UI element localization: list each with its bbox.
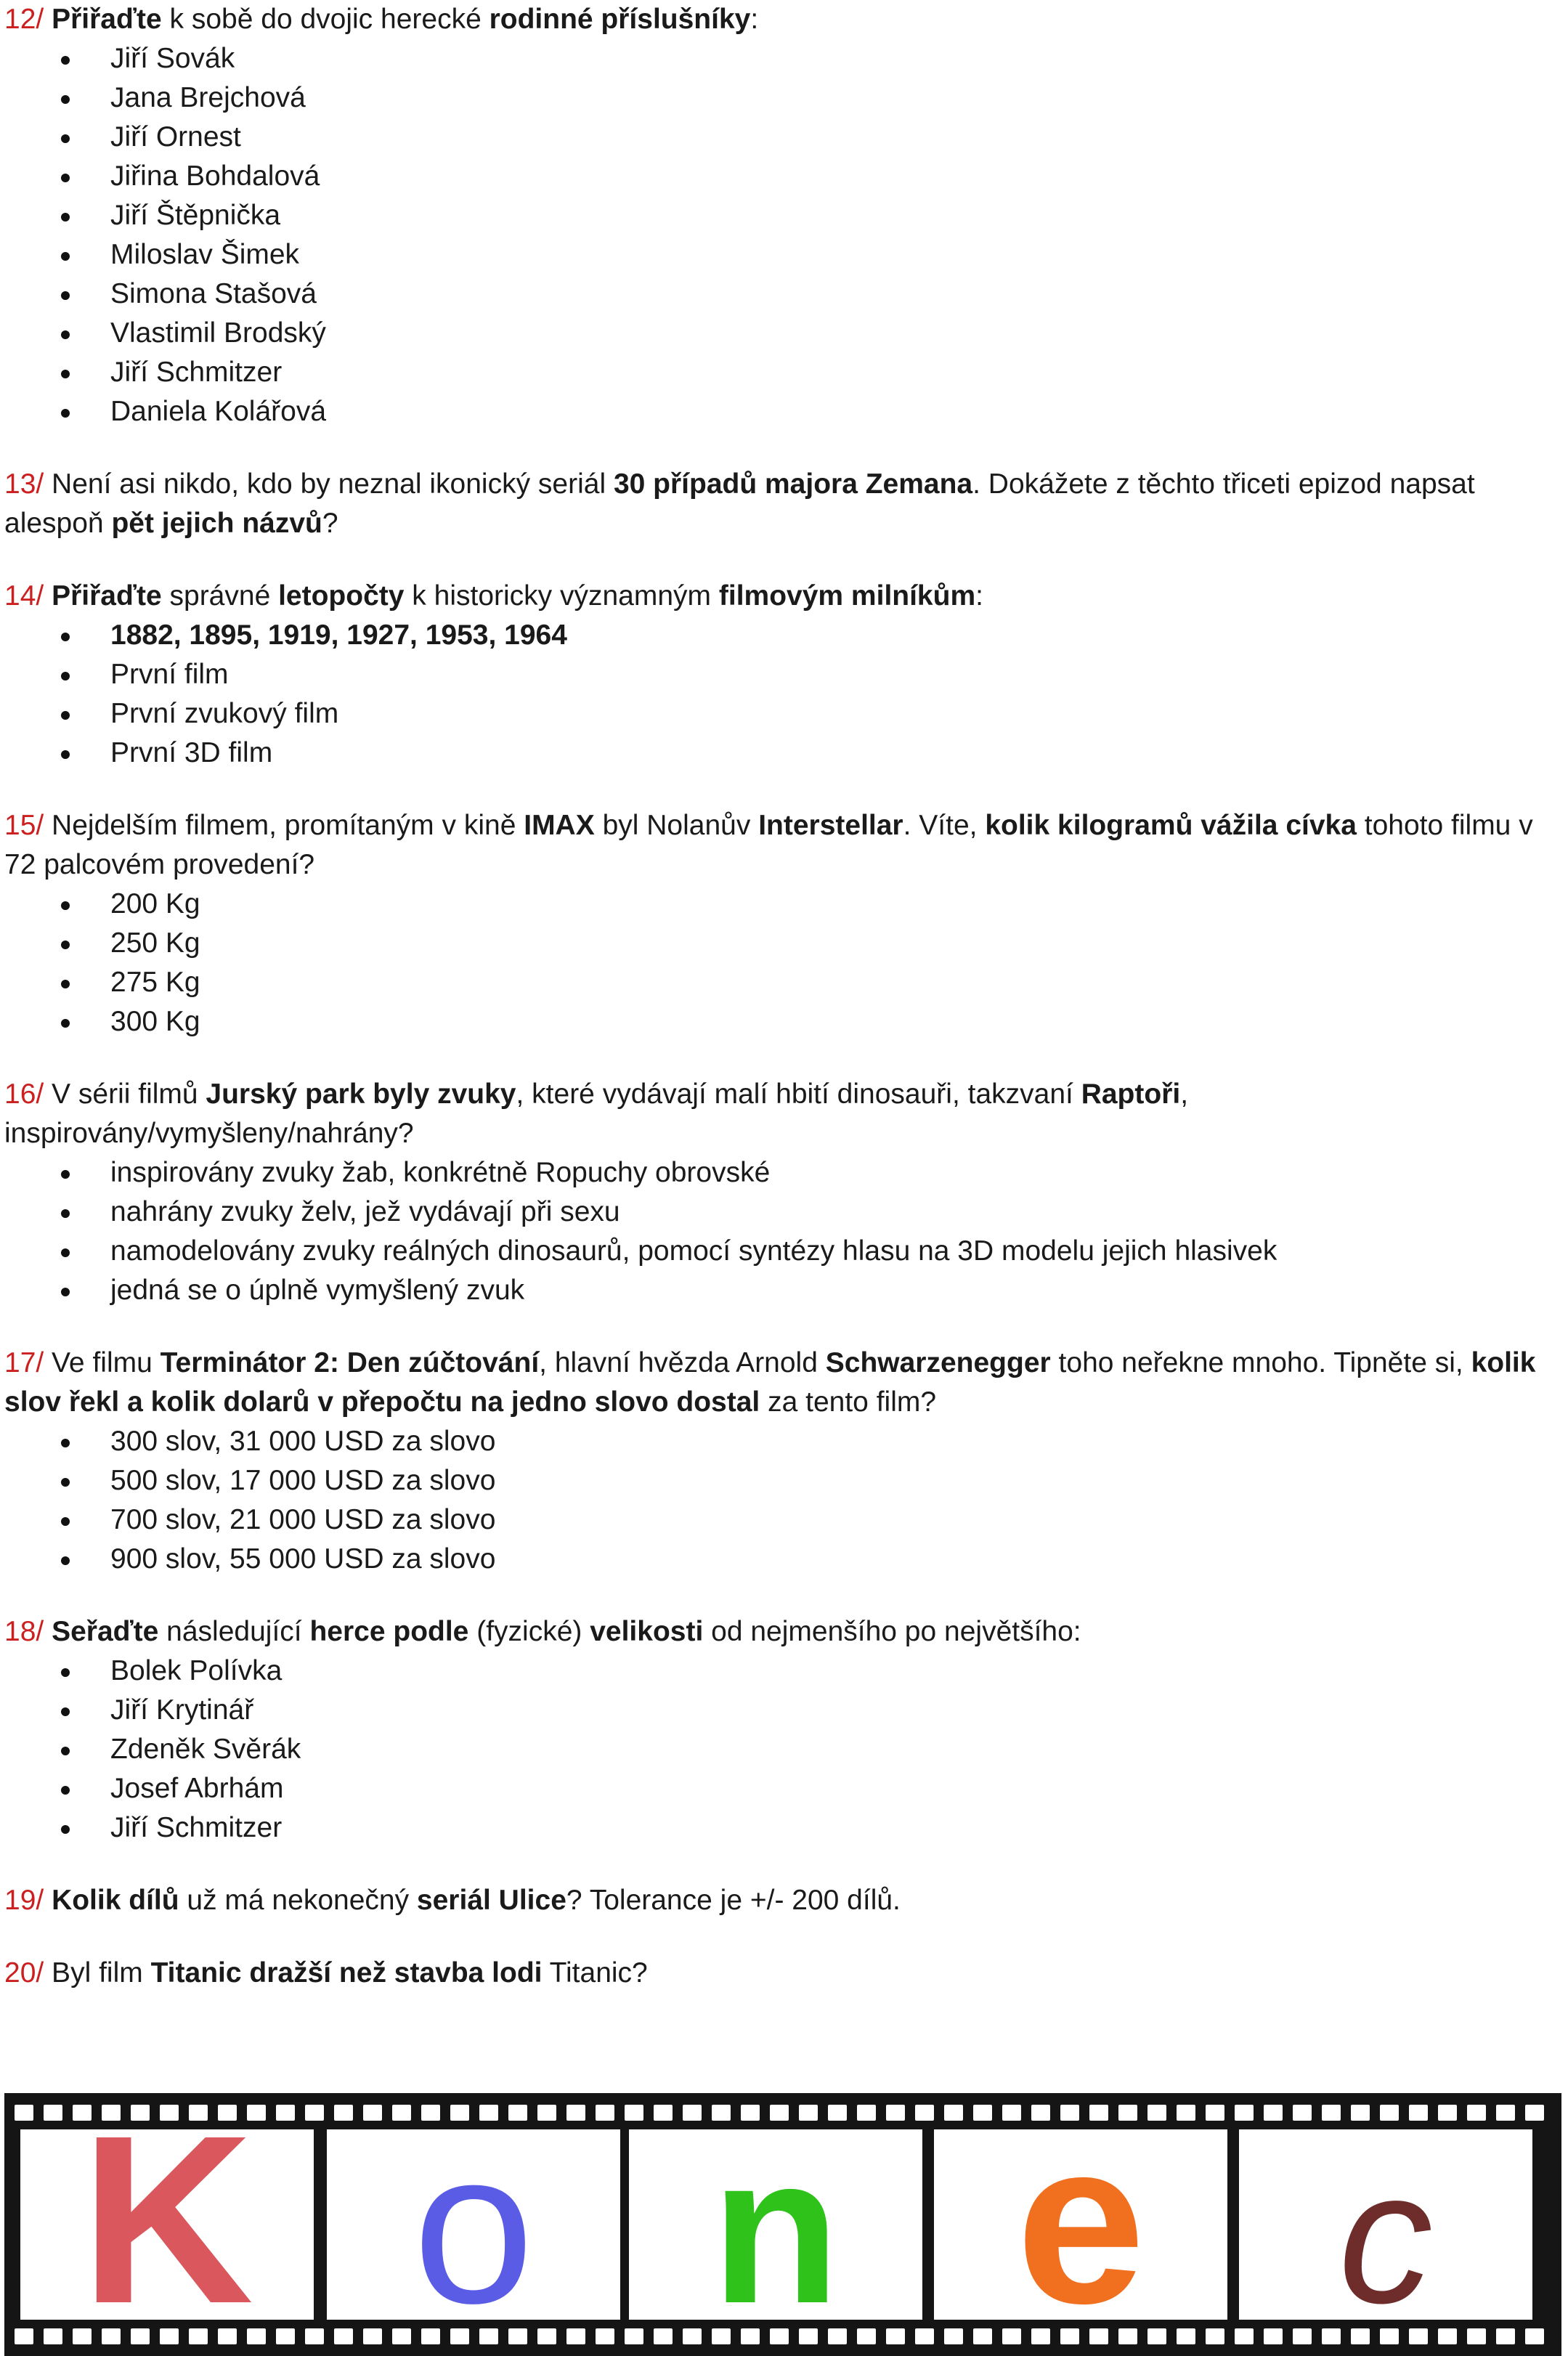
banner-letter-c: c: [1339, 2132, 1433, 2343]
question-text-segment: . Dokážete z těchto třiceti epizod napsat alespoň: [4, 468, 1475, 539]
document-body: [4, 0, 1559, 1993]
question-text-segment: za tento film?: [760, 1386, 937, 1418]
sprocket-hole: [1438, 2328, 1457, 2344]
list-item: [4, 1002, 1559, 1041]
list-item-text: Jiřina Bohdalová: [110, 161, 320, 192]
question-17: [4, 1344, 1559, 1579]
list-item-text: Jiří Ornest: [110, 121, 241, 153]
question-text-segment: , hlavní hvězda Arnold: [539, 1347, 826, 1378]
question-number: 14/: [4, 580, 44, 612]
question-number: 12/: [4, 4, 44, 35]
question-number: 15/: [4, 810, 44, 841]
bullet-icon: [61, 95, 70, 104]
list-item-text: 300 Kg: [110, 1006, 200, 1037]
emphasis-text: Raptoři: [1081, 1079, 1181, 1110]
bullet-icon: [61, 750, 70, 759]
emphasis-text: IMAX: [524, 810, 595, 841]
list-item: [4, 1153, 1559, 1193]
spacer: [4, 543, 1559, 577]
sprocket-hole: [566, 2328, 585, 2344]
emphasis-text: Přiřaďte: [52, 4, 162, 35]
question-text-segment: už má nekonečný: [179, 1885, 417, 1916]
sprocket-hole: [625, 2105, 643, 2121]
question-text-segment: . Víte,: [903, 810, 986, 841]
sprocket-hole: [944, 2328, 963, 2344]
question-text-segment: od nejmenšího po největšího:: [703, 1616, 1081, 1647]
question-text-segment: [44, 580, 52, 612]
sprocket-hole: [625, 2328, 643, 2344]
list-item-text: Jiří Sovák: [110, 43, 235, 74]
question-text-segment: (fyzické): [468, 1616, 590, 1647]
sprocket-hole: [1206, 2328, 1224, 2344]
list-item-text: 1882, 1895, 1919, 1927, 1953, 1964: [110, 620, 567, 651]
sprocket-hole: [1409, 2105, 1428, 2121]
list-item: [4, 1652, 1559, 1691]
answer-list: [4, 1153, 1559, 1310]
list-item-text: 200 Kg: [110, 888, 200, 919]
emphasis-text: herce podle: [309, 1616, 469, 1647]
emphasis-text: rodinné příslušníky: [489, 4, 751, 35]
question-text-segment: :: [975, 580, 983, 612]
question-text-segment: toho neřekne mnoho. Tipněte si,: [1050, 1347, 1471, 1378]
emphasis-text: Jurský park byly zvuky: [206, 1079, 516, 1110]
list-item-text: Jiří Schmitzer: [110, 357, 283, 388]
question-text-segment: Byl film: [44, 1957, 151, 1989]
sprocket-hole: [44, 2105, 62, 2121]
sprocket-hole: [1264, 2105, 1283, 2121]
emphasis-text: Seřaďte: [52, 1616, 159, 1647]
list-item: [4, 353, 1559, 392]
bullet-icon: [61, 1019, 70, 1028]
spacer: [4, 1848, 1559, 1881]
bullet-icon: [61, 409, 70, 418]
list-item-text: 500 slov, 17 000 USD za slovo: [110, 1465, 496, 1496]
question-text-segment: byl Nolanův: [594, 810, 759, 841]
list-item: [4, 963, 1559, 1002]
question-text: [4, 1881, 1559, 1920]
sprocket-hole: [886, 2328, 905, 2344]
list-item: [4, 885, 1559, 924]
answer-list: [4, 616, 1559, 773]
spacer: [4, 1920, 1559, 1954]
sprocket-hole: [334, 2105, 353, 2121]
list-item-text: Josef Abrhám: [110, 1773, 284, 1804]
spacer: [4, 1579, 1559, 1612]
sprocket-hole: [1293, 2328, 1312, 2344]
sprocket-hole: [305, 2105, 324, 2121]
list-item-text: Bolek Polívka: [110, 1655, 283, 1686]
question-text-segment: V sérii filmů: [44, 1079, 206, 1110]
sprocket-hole: [944, 2105, 963, 2121]
question-text-segment: :: [750, 4, 759, 35]
sprocket-hole: [1235, 2328, 1254, 2344]
question-text: [4, 1954, 1559, 1993]
question-text-segment: [44, 4, 52, 35]
sprocket-hole: [392, 2328, 411, 2344]
sprocket-hole: [915, 2105, 934, 2121]
bullet-icon: [61, 291, 70, 300]
sprocket-hole: [276, 2105, 295, 2121]
list-item-text: První zvukový film: [110, 698, 339, 729]
list-item: [4, 1193, 1559, 1232]
list-item: [4, 1540, 1559, 1579]
banner-letter-n: n: [711, 2112, 840, 2347]
question-text-segment: [44, 1616, 52, 1647]
sprocket-hole: [1496, 2105, 1515, 2121]
sprocket-hole: [1525, 2328, 1544, 2344]
list-item-text: 300 slov, 31 000 USD za slovo: [110, 1426, 496, 1457]
konec-film-strip-banner: [4, 2093, 1561, 2356]
list-item: [4, 924, 1559, 963]
list-item: [4, 1271, 1559, 1310]
sprocket-hole: [566, 2105, 585, 2121]
sprocket-hole: [537, 2105, 556, 2121]
question-text: [4, 806, 1559, 885]
bullet-icon: [61, 1707, 70, 1716]
question-text-segment: ? Tolerance je +/- 200 dílů.: [566, 1885, 901, 1916]
list-item-text: nahrány zvuky želv, jež vydávají při sexu: [110, 1196, 620, 1227]
list-item: [4, 157, 1559, 196]
bullet-icon: [61, 1478, 70, 1487]
bullet-icon: [61, 134, 70, 143]
sprocket-hole: [537, 2328, 556, 2344]
bullet-icon: [61, 941, 70, 949]
list-item: [4, 78, 1559, 118]
list-item: [4, 392, 1559, 431]
sprocket-hole: [1525, 2105, 1544, 2121]
banner-letter-k: K: [80, 2093, 254, 2353]
question-text-segment: , které vydávají malí hbití dinosauři, takzvaní: [516, 1079, 1081, 1110]
question-text-segment: Titanic?: [542, 1957, 648, 1989]
sprocket-hole: [1206, 2105, 1224, 2121]
bullet-icon: [61, 711, 70, 720]
sprocket-hole: [1467, 2105, 1486, 2121]
list-item: [4, 655, 1559, 694]
list-item-text: jedná se o úplně vymyšlený zvuk: [110, 1275, 525, 1306]
question-text-segment: k historicky významným: [404, 580, 719, 612]
answer-list: [4, 39, 1559, 431]
sprocket-hole: [973, 2328, 992, 2344]
question-text-segment: ?: [322, 508, 338, 539]
emphasis-text: letopočty: [278, 580, 405, 612]
bullet-icon: [61, 1209, 70, 1218]
list-item: [4, 39, 1559, 78]
sprocket-hole: [1147, 2328, 1166, 2344]
spacer: [4, 773, 1559, 806]
answer-list: [4, 885, 1559, 1041]
list-item-text: 900 slov, 55 000 USD za slovo: [110, 1543, 496, 1575]
emphasis-text: kolik kilogramů vážila cívka: [985, 810, 1357, 841]
bullet-icon: [61, 1786, 70, 1795]
emphasis-text: pět jejich názvů: [111, 508, 322, 539]
list-item: [4, 1691, 1559, 1730]
list-item-text: Jiří Schmitzer: [110, 1812, 283, 1843]
sprocket-hole: [1467, 2328, 1486, 2344]
sprocket-hole: [15, 2328, 33, 2344]
list-item-text: První 3D film: [110, 737, 273, 768]
question-text: [4, 577, 1559, 616]
list-item: [4, 1808, 1559, 1848]
list-item-text: Jiří Krytinář: [110, 1694, 254, 1726]
list-item: [4, 616, 1559, 655]
list-item: [4, 314, 1559, 353]
emphasis-text: Schwarzenegger: [825, 1347, 1051, 1378]
list-item: [4, 196, 1559, 235]
emphasis-text: kolik slov řekl a kolik dolarů v přepočtu na jedno slovo dostal: [4, 1347, 1536, 1418]
bullet-icon: [61, 1556, 70, 1565]
question-text: [4, 1612, 1559, 1652]
list-item: [4, 118, 1559, 157]
question-number: 19/: [4, 1885, 44, 1916]
question-text-segment: správné: [161, 580, 279, 612]
question-number: 18/: [4, 1616, 44, 1647]
question-text-segment: k sobě do dvojic herecké: [161, 4, 490, 35]
sprocket-hole: [1496, 2328, 1515, 2344]
list-item-text: Daniela Kolářová: [110, 396, 327, 427]
bullet-icon: [61, 1248, 70, 1257]
question-number: 13/: [4, 468, 44, 500]
sprocket-hole: [276, 2328, 295, 2344]
sprocket-hole: [596, 2328, 614, 2344]
list-item-text: 700 slov, 21 000 USD za slovo: [110, 1504, 496, 1535]
list-item: [4, 1461, 1559, 1500]
sprocket-hole: [334, 2328, 353, 2344]
question-15: [4, 806, 1559, 1041]
sprocket-hole: [1438, 2105, 1457, 2121]
emphasis-text: seriál Ulice: [416, 1885, 566, 1916]
sprocket-hole: [857, 2328, 876, 2344]
bullet-icon: [61, 1288, 70, 1296]
question-text-segment: Není asi nikdo, kdo by neznal ikonický seriál: [44, 468, 614, 500]
list-item: [4, 1232, 1559, 1271]
list-item-text: namodelovány zvuky reálných dinosaurů, pomocí syntézy hlasu na 3D modelu jejich hlasivek: [110, 1235, 1277, 1267]
emphasis-text: Přiřaďte: [52, 580, 162, 612]
question-12: [4, 0, 1559, 431]
list-item-text: Simona Stašová: [110, 278, 317, 309]
bullet-icon: [61, 174, 70, 182]
question-20: [4, 1954, 1559, 1993]
emphasis-text: filmovým milníkům: [718, 580, 976, 612]
emphasis-text: Kolik dílů: [52, 1885, 179, 1916]
bullet-icon: [61, 330, 70, 339]
emphasis-text: 30 případů majora Zemana: [613, 468, 973, 500]
sprocket-hole: [305, 2328, 324, 2344]
emphasis-text: velikosti: [590, 1616, 704, 1647]
sprocket-hole: [1235, 2105, 1254, 2121]
bullet-icon: [61, 980, 70, 988]
spacer: [4, 1041, 1559, 1075]
question-text-segment: [44, 1885, 52, 1916]
list-item-text: Miloslav Šimek: [110, 239, 300, 270]
question-14: [4, 577, 1559, 773]
question-text-segment: Ve filmu: [44, 1347, 161, 1378]
answer-list: [4, 1422, 1559, 1579]
list-item-text: Vlastimil Brodský: [110, 317, 326, 349]
emphasis-text: Interstellar: [758, 810, 903, 841]
sprocket-hole: [363, 2328, 382, 2344]
sprocket-hole: [15, 2105, 33, 2121]
sprocket-hole: [596, 2105, 614, 2121]
bullet-icon: [61, 1668, 70, 1677]
emphasis-text: Terminátor 2: Den zúčtování: [160, 1347, 540, 1378]
answer-list: [4, 1652, 1559, 1848]
question-18: [4, 1612, 1559, 1848]
list-item-text: 250 Kg: [110, 927, 200, 959]
list-item: [4, 275, 1559, 314]
question-13: [4, 465, 1559, 543]
question-19: [4, 1881, 1559, 1920]
banner-letter-o: o: [413, 2105, 535, 2349]
bullet-icon: [61, 1170, 70, 1179]
bullet-icon: [61, 672, 70, 681]
list-item: [4, 1769, 1559, 1808]
question-text: [4, 0, 1559, 39]
sprocket-hole: [1322, 2105, 1341, 2121]
question-text-segment: následující: [158, 1616, 310, 1647]
list-item: [4, 235, 1559, 275]
spacer: [4, 431, 1559, 465]
question-text: [4, 1075, 1559, 1153]
bullet-icon: [61, 1517, 70, 1526]
list-item-text: Zdeněk Svěrák: [110, 1734, 301, 1765]
bullet-icon: [61, 1825, 70, 1834]
bullet-icon: [61, 56, 70, 65]
bullet-icon: [61, 1747, 70, 1755]
sprocket-hole: [392, 2105, 411, 2121]
list-item-text: 275 Kg: [110, 967, 200, 998]
sprocket-hole: [654, 2105, 673, 2121]
list-item-text: inspirovány zvuky žab, konkrétně Ropuchy obrovské: [110, 1157, 771, 1188]
question-number: 16/: [4, 1079, 44, 1110]
list-item-text: Jana Brejchová: [110, 82, 306, 113]
sprocket-hole: [683, 2328, 702, 2344]
sprocket-hole: [1351, 2105, 1370, 2121]
sprocket-hole: [886, 2105, 905, 2121]
bullet-icon: [61, 1439, 70, 1447]
list-item-text: První film: [110, 659, 229, 690]
bullet-icon: [61, 901, 70, 910]
list-item: [4, 1730, 1559, 1769]
question-text-segment: tohoto filmu v 72 palcovém provedení?: [4, 810, 1533, 880]
sprocket-hole: [973, 2105, 992, 2121]
banner-letter-e: e: [1016, 2093, 1145, 2352]
sprocket-hole: [683, 2105, 702, 2121]
sprocket-hole: [1380, 2105, 1399, 2121]
list-item: [4, 694, 1559, 734]
list-item: [4, 1422, 1559, 1461]
emphasis-text: Titanic dražší než stavba lodi: [150, 1957, 543, 1989]
question-number: 17/: [4, 1347, 44, 1378]
question-text: [4, 1344, 1559, 1422]
sprocket-hole: [654, 2328, 673, 2344]
list-item-text: Jiří Štěpnička: [110, 200, 281, 231]
sprocket-hole: [44, 2328, 62, 2344]
question-number: 20/: [4, 1957, 44, 1989]
spacer: [4, 1310, 1559, 1344]
sprocket-hole: [1147, 2105, 1166, 2121]
bullet-icon: [61, 633, 70, 641]
question-16: [4, 1075, 1559, 1310]
sprocket-hole: [1177, 2328, 1195, 2344]
sprocket-hole: [857, 2105, 876, 2121]
sprocket-hole: [1293, 2105, 1312, 2121]
sprocket-hole: [1177, 2105, 1195, 2121]
question-text-segment: Nejdelším filmem, promítaným v kině: [44, 810, 524, 841]
list-item: [4, 734, 1559, 773]
question-text: [4, 465, 1559, 543]
sprocket-hole: [915, 2328, 934, 2344]
sprocket-hole: [363, 2105, 382, 2121]
bullet-icon: [61, 370, 70, 378]
bullet-icon: [61, 252, 70, 261]
sprocket-hole: [1264, 2328, 1283, 2344]
list-item: [4, 1500, 1559, 1540]
question-text-segment: , inspirovány/vymyšleny/nahrány?: [4, 1079, 1189, 1149]
bullet-icon: [61, 213, 70, 222]
